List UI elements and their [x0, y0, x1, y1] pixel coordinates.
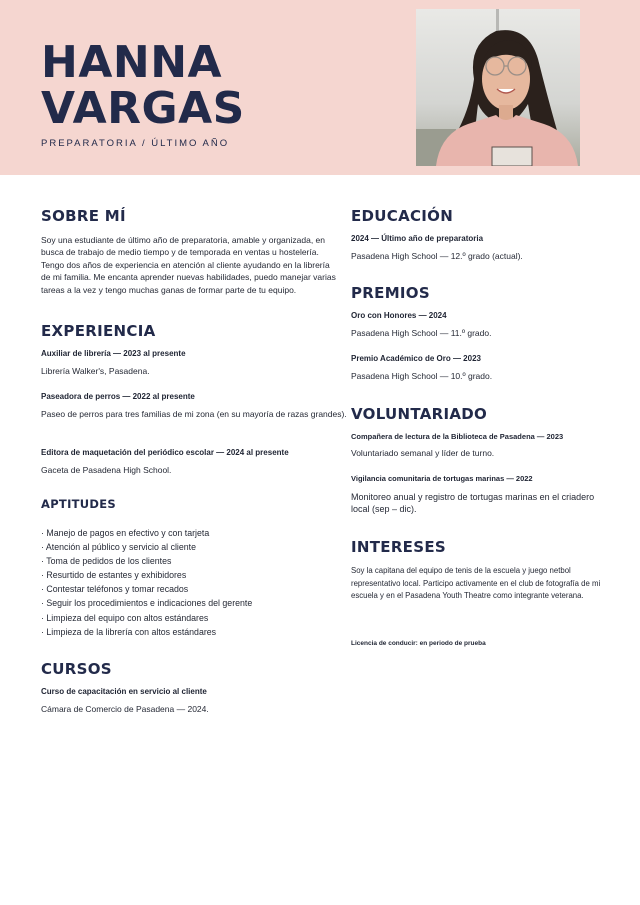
- experience-heading: EXPERIENCIA: [41, 322, 156, 340]
- candidate-subtitle: PREPARATORIA / ÚLTIMO AÑO: [41, 138, 230, 149]
- skill-item: · Seguir los procedimientos e indicaciones del gerente: [41, 596, 252, 610]
- volunteering-title: Vigilancia comunitaria de tortugas marinas — 2022: [351, 474, 533, 483]
- course-desc: Cámara de Comercio de Pasadena — 2024.: [41, 704, 209, 714]
- interests-heading: INTERESES: [351, 538, 446, 556]
- course-title: Curso de capacitación en servicio al cliente: [41, 687, 207, 696]
- award-title: Premio Académico de Oro — 2023: [351, 354, 481, 363]
- award-desc: Pasadena High School — 10.º grado.: [351, 371, 493, 381]
- skill-item: · Contestar teléfonos y tomar recados: [41, 582, 252, 596]
- awards-heading: PREMIOS: [351, 284, 430, 302]
- skill-item: · Atención al público y servicio al cliente: [41, 540, 252, 554]
- experience-desc: Paseo de perros para tres familias de mi zona (en su mayoría de razas grandes).: [41, 409, 347, 419]
- experience-title: Editora de maquetación del periódico escolar — 2024 al presente: [41, 448, 289, 457]
- education-title: 2024 — Último año de preparatoria: [351, 234, 484, 243]
- license-note: Licencia de conducir: en periodo de prueba: [351, 640, 486, 647]
- experience-desc: Librería Walker's, Pasadena.: [41, 366, 150, 376]
- education-desc: Pasadena High School — 12.º grado (actual).: [351, 251, 523, 261]
- interests-text: Soy la capitana del equipo de tenis de la escuela y juego netbol representativo local. Participo activamente en el club de fotografía de mi escuela y en el Pasadena Youth Theatre como integrante veterana.: [351, 566, 601, 600]
- candidate-name: [41, 37, 245, 134]
- courses-heading: CURSOS: [41, 660, 112, 678]
- volunteering-desc: Monitoreo anual y registro de tortugas marinas en el criadero local (sep – dic).: [351, 492, 595, 515]
- skills-heading: APTITUDES: [41, 497, 117, 511]
- header-band: [0, 0, 640, 175]
- skill-item: · Toma de pedidos de los clientes: [41, 554, 252, 568]
- about-text: Soy una estudiante de último año de preparatoria, amable y organizada, en busca de trabajo de medio tiempo y de temporada en ventas u hostelería. Tengo dos años de experiencia en atención al cliente ayudando en la librería de mi familia. Me encanta aprender nuevas habilidades, puedo manejar varias tareas a la vez y tengo muchas ganas de formar parte de tu equipo.: [41, 235, 336, 295]
- skill-item: · Resurtido de estantes y exhibidores: [41, 568, 252, 582]
- volunteering-title: Compañera de lectura de la Biblioteca de Pasadena — 2023: [351, 432, 564, 441]
- volunteering-heading: VOLUNTARIADO: [351, 405, 488, 423]
- profile-photo: [416, 9, 580, 166]
- volunteering-desc: Voluntariado semanal y líder de turno.: [351, 448, 495, 458]
- skills-list: [41, 526, 252, 639]
- first-name: HANNA: [41, 37, 223, 88]
- award-title: Oro con Honores — 2024: [351, 311, 447, 320]
- education-heading: EDUCACIÓN: [351, 207, 454, 225]
- skill-item: · Limpieza de la librería con altos estándares: [41, 625, 252, 639]
- experience-title: Paseadora de perros — 2022 al presente: [41, 392, 195, 401]
- award-desc: Pasadena High School — 11.º grado.: [351, 328, 492, 338]
- about-heading: SOBRE MÍ: [41, 207, 126, 225]
- experience-title: Auxiliar de librería — 2023 al presente: [41, 349, 186, 358]
- last-name: VARGAS: [41, 83, 245, 134]
- skill-item: · Limpieza del equipo con altos estándares: [41, 611, 252, 625]
- experience-desc: Gaceta de Pasadena High School.: [41, 465, 172, 475]
- skill-item: · Manejo de pagos en efectivo y con tarjeta: [41, 526, 252, 540]
